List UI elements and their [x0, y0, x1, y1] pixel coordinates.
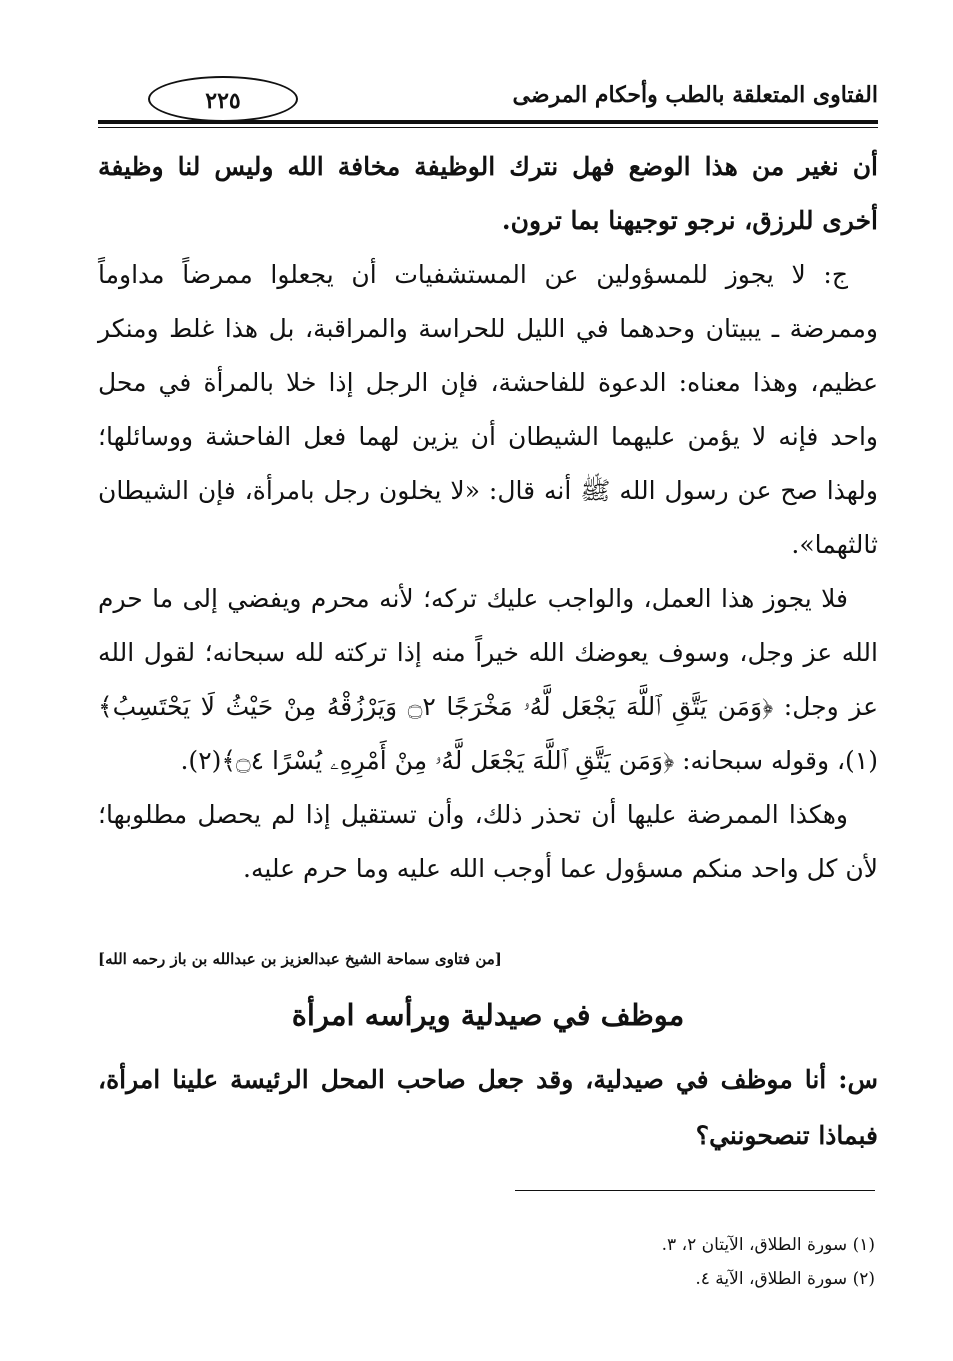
footnotes: [480, 1228, 875, 1296]
ruling-paragraph: فلا يجوز هذا العمل، والواجب عليك تركه؛ لأنه محرم ويفضي إلى ما حرم الله عز وجل، وسوف يعوضك الله خيراً منه إذا تركته لله سبحانه؛ لقول الله عز وجل: ﴿وَمَن يَتَّقِ ٱللَّهَ يَجْعَل لَّهُۥ مَخْرَجًا ۝٢ وَيَرْزُقْهُ مِنْ حَيْثُ لَا يَحْتَسِبُ﴾(١)، وقوله سبحانه: ﴿وَمَن يَتَّقِ ٱللَّهَ يَجْعَل لَّهُۥ مِنْ أَمْرِهِۦ يُسْرًا ۝٤﴾(٢).: [98, 584, 878, 775]
footnote-2: (٢) سورة الطلاق، الآية ٤.: [695, 1269, 875, 1289]
footnote-1: (١) سورة الطلاق، الآيتان ٢، ٣.: [661, 1235, 875, 1255]
footnote-divider: [515, 1190, 875, 1191]
nurse-paragraph: وهكذا الممرضة عليها أن تحذر ذلك، وأن تستقيل إذا لم يحصل مطلوبها؛ لأن كل واحد منكم مسؤول عما أوجب الله عليه وما حرم عليه.: [98, 800, 878, 883]
section-question: س: أنا موظف في صيدلية، وقد جعل صاحب المحل الرئيسة علينا امرأة، فبماذا تنصحونني؟: [98, 1065, 878, 1150]
header-rule-thick: [98, 120, 878, 124]
body-text: [98, 140, 878, 896]
header-rule-thin: [98, 127, 878, 128]
page-header: [98, 66, 878, 126]
running-title: الفتاوى المتعلقة بالطب وأحكام المرضى: [512, 82, 878, 108]
answer-paragraph: ج: لا يجوز للمسؤولين عن المستشفيات أن يجعلوا ممرضاً مداوماً وممرضة ـ يبيتان وحدهما في الليل للحراسة والمراقبة، بل هذا غلط ومنكر عظيم، وهذا معناه: الدعوة للفاحشة، فإن الرجل إذا خلا بالمرأة في محل واحد فإنه لا يؤمن عليهما الشيطان أن يزين لهما فعل الفاحشة ووسائلها؛ ولهذا صح عن رسول الله ﷺ أنه قال: «لا يخلون رجل بامرأة، فإن الشيطان ثالثهما».: [98, 260, 878, 559]
fatwa-source: [من فتاوى سماحة الشيخ عبدالعزيز بن عبدالله بن باز رحمه الله]: [98, 950, 502, 968]
question-continuation: أن نغير من هذا الوضع فهل نترك الوظيفة مخافة الله وليس لنا وظيفة أخرى للرزق، نرجو توجيهنا بما ترون.: [98, 152, 878, 235]
section-title: موظف في صيدلية ويرأسه امرأة: [291, 998, 685, 1032]
page-number: ٢٢٥: [148, 76, 298, 122]
